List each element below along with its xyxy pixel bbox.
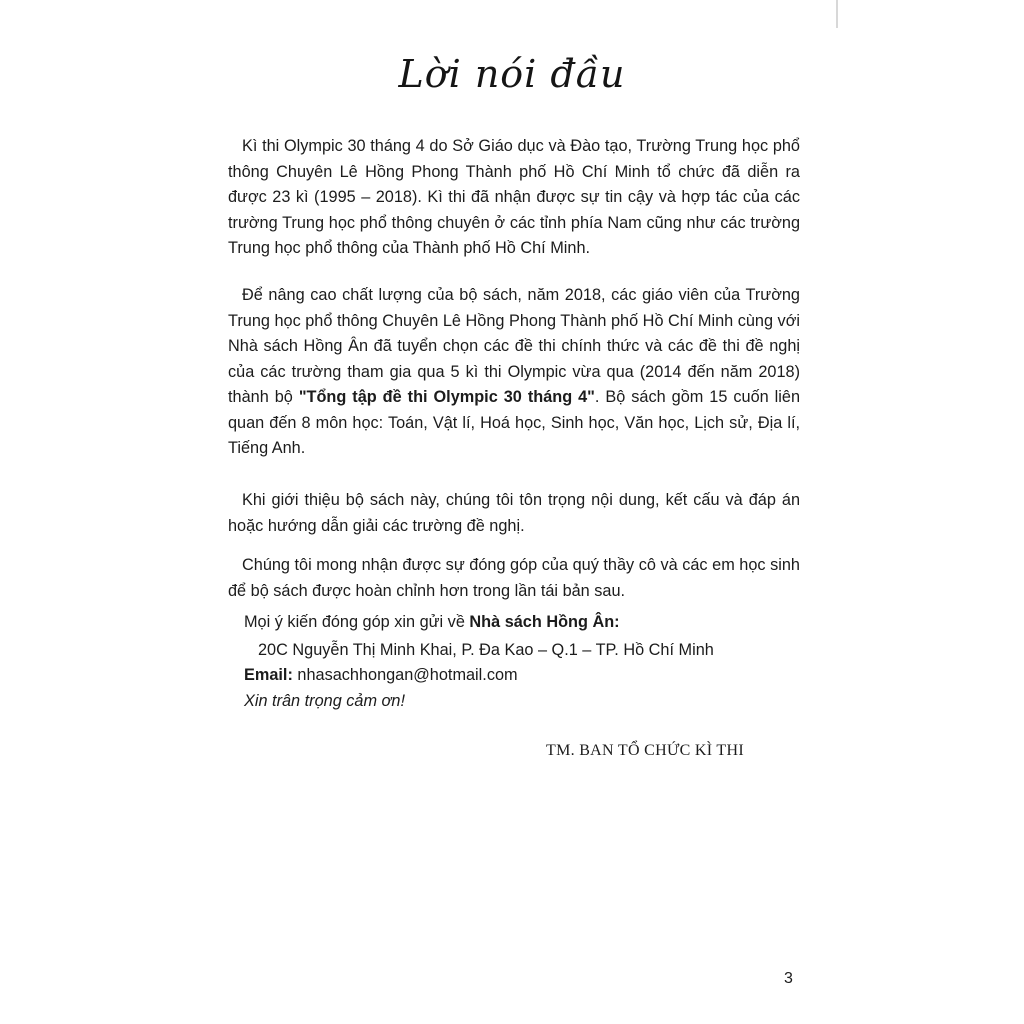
publisher-name: Nhà sách Hồng Ân: [469,613,620,631]
paragraph-4: Chúng tôi mong nhận được sự đóng góp của quý thầy cô và các em học sinh để bộ sách được hoàn chỉnh hơn trong lần tái bản sau. [228,556,800,600]
page-title: Lời nói đầu [398,52,626,96]
thanks-text: Xin trân trọng cảm ơn! [244,692,405,710]
paragraph-2-text-end: . Bộ sách gồm 15 cuốn liên quan đến 8 môn học: Toán, Vật lí, Hoá học, Sinh học, Văn học, Lịch sử, Địa lí, Tiếng Anh. [228,388,800,457]
page-edge-mark [836,0,838,28]
paragraph-2 [228,283,800,462]
contact-intro [244,610,620,636]
thanks-line [244,689,405,715]
paragraph-3: Khi giới thiệu bộ sách này, chúng tôi tôn trọng nội dung, kết cấu và đáp án hoặc hướng dẫn giải các trường đề nghị. [228,491,800,535]
book-series-title: "Tổng tập đề thi Olympic 30 tháng 4" [298,388,595,406]
paragraph-2-text: Để nâng cao chất lượng của bộ sách, năm 2018, các giáo viên của Trường Trung học phổ thông Chuyên Lê Hồng Phong Thành phố Hồ Chí Minh cùng với Nhà sách Hồng Ân đã tuyển chọn các đề thi chính thức và các đề thi đề nghị của các trường tham gia qua 5 kì thi Olympic vừa qua (2014 đến năm 2018) thành bộ [228,286,800,406]
publisher-address: 20C Nguyễn Thị Minh Khai, P. Đa Kao – Q.1 – TP. Hồ Chí Minh [258,641,714,659]
page-number: 3 [784,970,793,987]
email-address: nhasachhongan@hotmail.com [292,666,518,684]
paragraph-1: Kì thi Olympic 30 tháng 4 do Sở Giáo dục và Đào tạo, Trường Trung học phổ thông Chuyên Lê Hồng Phong Thành phố Hồ Chí Minh tổ chức đã diễn ra được 23 kì (1995 – 2018). Kì thi đã nhận được sự tin cậy và hợp tác của các trường Trung học phổ thông chuyên ở các tỉnh phía Nam cũng như các trường Trung học phổ thông của Thành phố Hồ Chí Minh. [228,137,800,257]
signature: TM. BAN TỔ CHỨC KÌ THI [546,742,744,759]
email-label: Email: [244,666,293,684]
contact-intro-text: Mọi ý kiến đóng góp xin gửi về [244,613,470,631]
contact-email [244,663,518,689]
